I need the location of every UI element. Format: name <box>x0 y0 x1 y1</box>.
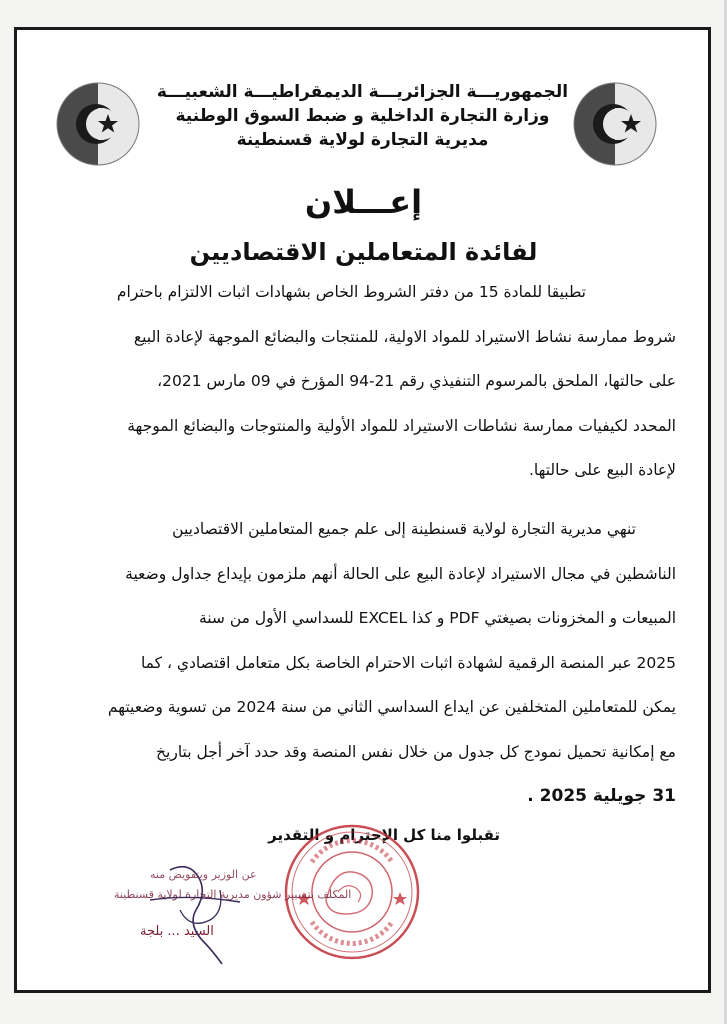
signature-block <box>110 850 352 970</box>
signature-line-3: السيد ... بلجة <box>140 924 214 939</box>
document-title: إعـــلان <box>304 183 423 221</box>
paragraph-line: يمكن للمتعاملين المتخلفين عن ايداع السداسي الثاني من سنة 2024 من تسوية وضعيتهم <box>107 698 676 716</box>
paragraph-line: لإعادة البيع على حالتها. <box>528 461 676 479</box>
paragraph-line: شروط ممارسة نشاط الاستيراد للمواد الاولية، للمنتجات والبضائع الموجهة لإعادة البيع <box>133 327 676 346</box>
closing-greeting: تقبلوا منا كل الإحترام و التقدير <box>268 826 500 844</box>
signature-line-2: المكلف بتسيير شؤون مديرية التجارة لولاية قسنطينة <box>114 888 352 901</box>
deadline-line: 31 جويلية 2025 . <box>527 786 676 806</box>
paragraph-line: 2025 عبر المنصة الرقمية لشهادة اثبات الاحترام الخاصة بكل متعامل اقتصادي ، كما <box>140 653 676 672</box>
handwritten-signature-icon <box>110 850 310 970</box>
crescent-star-emblem-icon <box>573 82 657 166</box>
document-subtitle: لفائدة المتعاملين الاقتصاديين <box>189 238 538 266</box>
crescent-star-emblem-icon <box>56 82 140 166</box>
paragraph-line: تطبيقا للمادة 15 من دفتر الشروط الخاص بشهادات اثبات الالتزام باحترام <box>116 283 586 301</box>
paragraph-1 <box>58 270 676 493</box>
header-ministry: وزارة التجارة الداخلية و ضبط السوق الوطنية <box>175 106 550 126</box>
paragraph-line: على حالتها، الملحق بالمرسوم التنفيذي رقم 21-94 المؤرخ في 09 مارس 2021، <box>157 372 676 390</box>
paragraph-2 <box>58 507 676 819</box>
paragraph-line: تنهي مديرية التجارة لولاية قسنطينة إلى علم جميع المتعاملين الاقتصاديين <box>172 520 636 538</box>
header-directorate: مديرية التجارة لولاية قسنطينة <box>236 130 489 150</box>
signature-line-1: عن الوزير وبتفويض منه <box>150 868 257 881</box>
paragraph-line: الناشطين في مجال الاستيراد لإعادة البيع على الحالة أنهم ملزمون بإيداع جداول وضعية <box>125 564 676 583</box>
letterhead <box>150 80 575 152</box>
paragraph-line: مع إمكانية تحميل نمودج كل جدول من خلال نفس المنصة وقد حدد آخر أجل بتاريخ <box>156 742 676 761</box>
paragraph-line: المبيعات و المخزونات بصيغتي PDF و كذا EXCEL للسداسي الأول من سنة <box>198 609 676 627</box>
paragraph-line: المحدد لكيفيات ممارسة نشاطات الاستيراد للمواد الأولية والمنتوجات والبضائع الموجهة <box>127 416 676 435</box>
header-country: الجمهوريـــة الجزائريـــة الديمقراطيـــة الشعبيـــة <box>156 82 569 102</box>
